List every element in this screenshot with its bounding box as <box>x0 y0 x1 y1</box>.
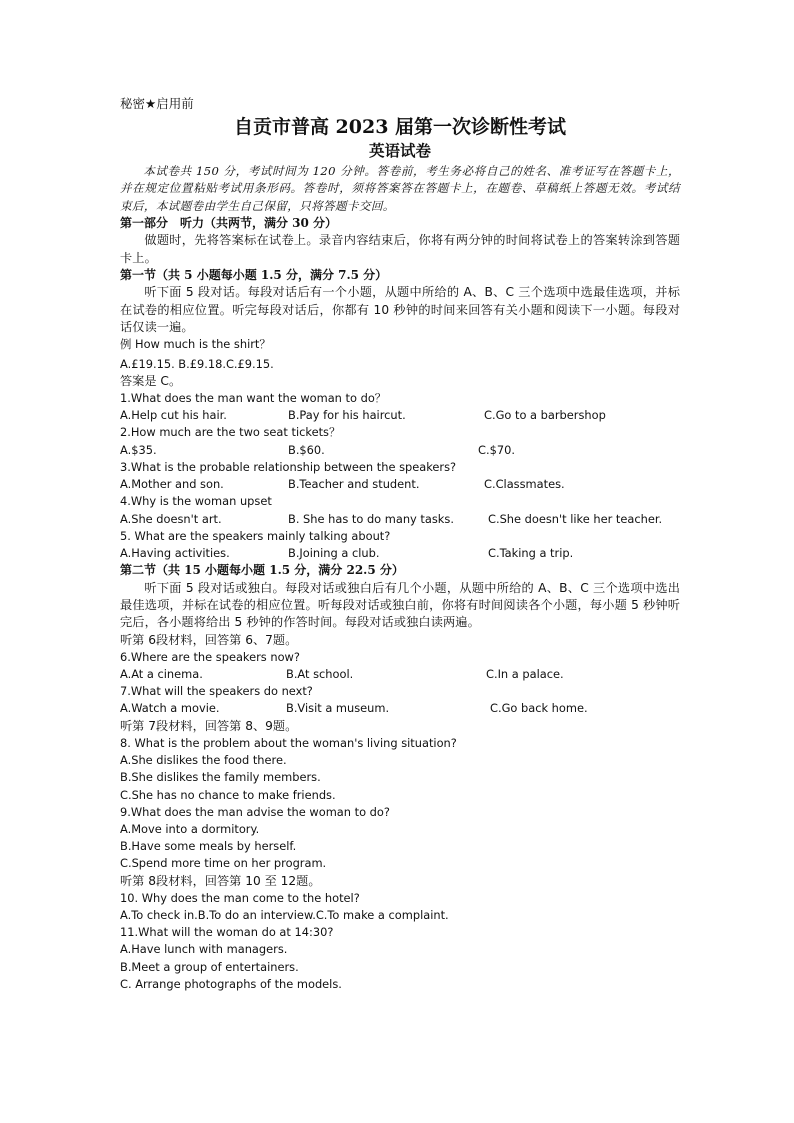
question-1: 1.What does the man want the woman to do？ <box>120 391 387 406</box>
question-2: 2.How much are the two seat tickets？ <box>120 425 341 440</box>
option-b: B.$60. <box>288 442 325 457</box>
question-10-options: A.To check in.B.To do an interview.C.To make a complaint. <box>120 908 449 923</box>
question-11-option-a: A.Have lunch with managers. <box>120 942 288 957</box>
question-10: 10. Why does the man come to the hotel? <box>120 890 360 905</box>
option-c: C.Go to a barbershop <box>484 408 606 423</box>
option-a: A.At a cinema. <box>120 667 203 681</box>
option-b: B.Pay for his haircut. <box>288 408 406 423</box>
material-8-label: 听第 8段材料，回答第 10 至 12题。 <box>120 873 321 888</box>
section2-instruction: 听下面 5 段对话或独白。每段对话或独白后有几个小题，从题中所给的 A、B、C 三个选项中选出最佳选项，并标在试卷的相应位置。听每段对话或独白前，你将有时间阅读各个小题，每小题 5 秒钟听完后，各小题将给出 5 秒钟的作答时间。每段对话或独白读两遍。 <box>120 580 680 630</box>
option-b: B.Teacher and student. <box>288 477 420 492</box>
option-a: A.Help cut his hair. <box>120 408 227 423</box>
question-7-options <box>120 700 680 717</box>
question-5-options <box>120 545 680 562</box>
material-6-label: 听第 6段材料，回答第 6、7题。 <box>120 632 298 647</box>
option-a: A.$35. <box>120 442 157 457</box>
question-5: 5. What are the speakers mainly talking about? <box>120 528 391 543</box>
option-b: B.Joining a club. <box>288 545 380 560</box>
exam-subtitle: 英语试卷 <box>368 141 431 160</box>
option-a: A.Having activities. <box>120 545 230 560</box>
question-11-option-b: B.Meet a group of entertainers. <box>120 959 299 974</box>
question-9-option-c: C.Spend more time on her program. <box>120 856 327 871</box>
part1-heading: 第一部分 听力（共两节，满分 30 分） <box>120 215 338 230</box>
question-8-option-c: C.She has no chance to make friends. <box>120 787 336 802</box>
question-11-option-c: C. Arrange photographs of the models. <box>120 976 342 991</box>
question-4: 4.Why is the woman upset <box>120 494 272 509</box>
option-a: A.Watch a movie. <box>120 701 220 716</box>
option-a: A.Mother and son. <box>120 477 224 492</box>
question-8-option-a: A.She dislikes the food there. <box>120 753 287 768</box>
question-9-option-a: A.Move into a dormitory. <box>120 821 260 836</box>
question-11: 11.What will the woman do at 14:30? <box>120 925 334 940</box>
option-b: B.At school. <box>286 667 354 681</box>
option-b: B. She has to do many tasks. <box>288 511 454 526</box>
part1-instruction: 做题时，先将答案标在试卷上。录音内容结束后，你将有两分钟的时间将试卷上的答案转涂到答题卡上。 <box>120 233 680 265</box>
question-7: 7.What will the speakers do next? <box>120 684 313 699</box>
question-9-option-b: B.Have some meals by herself. <box>120 839 297 854</box>
option-b: B.Visit a museum. <box>286 701 390 716</box>
option-c: C.Classmates. <box>484 477 565 492</box>
exam-intro: 本试卷共 150 分，考试时间为 120 分钟。答卷前，考生务必将自己的姓名、准考证写在答题卡上，并在规定位置粘贴考试用条形码。答卷时，须将答案答在答题卡上，在题卷、草稿纸上答题无效。考试结束后，本试题卷由学生自己保留，只将答题卡交回。 <box>120 164 680 213</box>
material-7-label: 听第 7段材料，回答第 8、9题。 <box>120 718 298 733</box>
example-answer: 答案是 C。 <box>120 373 182 388</box>
question-8-option-b: B.She dislikes the family members. <box>120 770 321 785</box>
section1-heading: 第一节（共 5 小题每小题 1.5 分，满分 7.5 分） <box>120 267 388 282</box>
section1-instruction: 听下面 5 段对话。每段对话后有一个小题，从题中所给的 A、B、C 三个选项中选最佳选项，并标在试卷的相应位置。听完每段对话后，你都有 10 秒钟的时间来回答有关小题和阅读下一小题。每段对话仅读一遍。 <box>120 285 680 335</box>
question-9: 9.What does the man advise the woman to do? <box>120 804 390 819</box>
question-8: 8. What is the problem about the woman's living situation? <box>120 735 457 750</box>
question-3: 3.What is the probable relationship between the speakers? <box>120 459 457 474</box>
question-3-options <box>120 476 680 493</box>
option-c: C.Go back home. <box>490 701 588 716</box>
question-6-options <box>120 666 680 683</box>
question-6: 6.Where are the speakers now? <box>120 649 300 664</box>
option-c: C.She doesn't like her teacher. <box>488 511 663 526</box>
confidential-label: 秘密★启用前 <box>120 96 194 111</box>
question-2-options <box>120 442 680 459</box>
option-a: A.She doesn't art. <box>120 511 222 526</box>
option-c: C.$70. <box>478 442 515 457</box>
exam-title: 自贡市普高 2023 届第一次诊断性考试 <box>233 116 567 138</box>
example-question: 例 How much is the shirt？ <box>120 337 271 352</box>
exam-page <box>120 95 680 993</box>
section2-heading: 第二节（共 15 小题每小题 1.5 分，满分 22.5 分） <box>120 563 404 578</box>
option-c: C.Taking a trip. <box>488 545 574 560</box>
option-c: C.In a palace. <box>486 667 564 681</box>
example-options: A.£19.15. B.£9.18.C.£9.15. <box>120 356 274 371</box>
question-1-options <box>120 407 680 424</box>
question-4-options <box>120 511 680 528</box>
